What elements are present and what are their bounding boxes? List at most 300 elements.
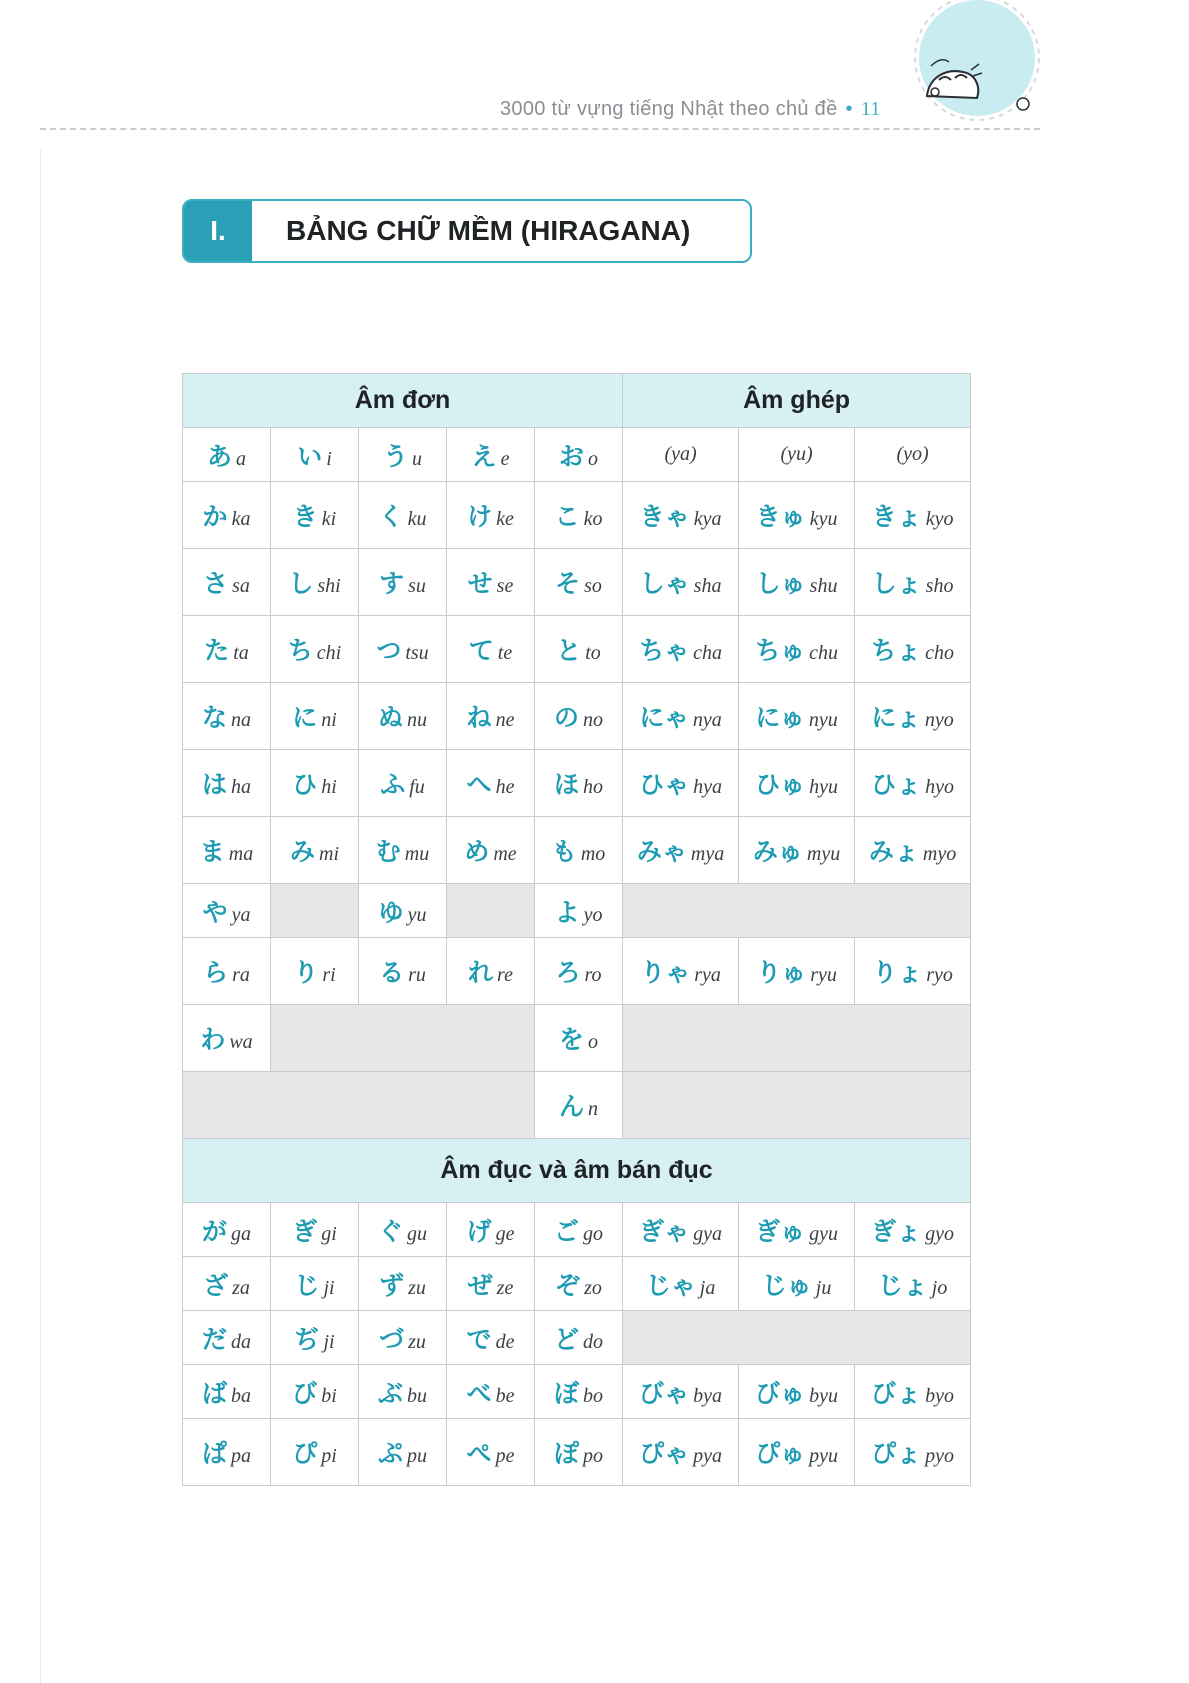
kana-cell xyxy=(855,1203,971,1257)
kana-char: の xyxy=(554,703,580,732)
kana-char: じょ xyxy=(877,1270,928,1300)
romaji: nyo xyxy=(924,709,954,731)
romaji: ta xyxy=(233,642,249,664)
table-row xyxy=(183,884,971,938)
kana-char: ら xyxy=(203,958,229,987)
romaji: bi xyxy=(321,1384,337,1407)
romaji: ki xyxy=(321,508,337,530)
kana-cell xyxy=(183,549,271,616)
romaji: ha xyxy=(231,776,251,798)
romaji: he xyxy=(495,776,515,798)
kana-char: び xyxy=(292,1378,318,1408)
kana-char: い xyxy=(297,441,323,471)
kana-cell xyxy=(359,938,447,1005)
kana-cell xyxy=(271,750,359,817)
table-row xyxy=(183,1072,971,1139)
romaji: nya xyxy=(692,709,722,731)
kana-char: みゃ xyxy=(636,837,687,866)
romaji: ge xyxy=(495,1222,515,1245)
kana-char: む xyxy=(375,837,401,866)
romaji: u xyxy=(412,447,422,470)
page-number: 11 xyxy=(860,98,881,120)
romaji: bo xyxy=(583,1384,604,1407)
kana-cell xyxy=(623,549,739,616)
kana-cell xyxy=(447,683,535,750)
kana-cell xyxy=(447,1257,535,1311)
romaji: ro xyxy=(584,964,602,986)
table-row xyxy=(183,616,971,683)
table-row xyxy=(183,1419,971,1486)
kana-char: ち xyxy=(287,636,313,665)
kana-char: る xyxy=(379,958,405,987)
kana-cell xyxy=(359,1203,447,1257)
kana-cell xyxy=(623,616,739,683)
romaji: ru xyxy=(408,964,426,986)
table-row xyxy=(183,1203,971,1257)
kana-cell xyxy=(855,683,971,750)
kana-cell xyxy=(535,884,623,938)
mascot-illustration xyxy=(905,0,1045,130)
romaji: chi xyxy=(316,642,342,664)
table-row xyxy=(183,817,971,884)
kana-char: にょ xyxy=(871,703,921,732)
kana-cell xyxy=(271,1257,359,1311)
empty-cell xyxy=(271,884,359,938)
kana-cell xyxy=(447,1419,535,1486)
romaji: so xyxy=(584,575,602,597)
romaji: zu xyxy=(408,1330,426,1353)
kana-char: や xyxy=(202,897,228,927)
kana-cell xyxy=(447,549,535,616)
romaji: ke xyxy=(496,508,514,530)
kana-cell xyxy=(623,482,739,549)
romaji: hya xyxy=(693,776,723,798)
kana-char: ぷ xyxy=(377,1439,403,1468)
romaji: hyu xyxy=(809,776,839,798)
vowel-label: (yo) xyxy=(896,443,929,465)
romaji: yu xyxy=(407,903,427,926)
kana-cell xyxy=(271,428,359,482)
romaji: byu xyxy=(809,1384,839,1407)
table-row xyxy=(183,938,971,1005)
romaji: ku xyxy=(407,508,427,530)
kana-cell xyxy=(855,1257,971,1311)
romaji: nu xyxy=(407,709,427,731)
romaji: da xyxy=(231,1330,251,1353)
romaji: po xyxy=(583,1445,604,1467)
kana-cell xyxy=(535,616,623,683)
kana-cell xyxy=(739,482,855,549)
table-row xyxy=(183,549,971,616)
kana-char: ぼ xyxy=(554,1378,580,1408)
kana-cell xyxy=(447,428,535,482)
kana-char: ぴゅ xyxy=(755,1439,806,1468)
header-basic-sounds: Âm đơn xyxy=(183,374,623,428)
kana-char: ろ xyxy=(555,958,581,987)
kana-char: みょ xyxy=(868,837,919,866)
romaji: byo xyxy=(925,1384,955,1407)
kana-char: びょ xyxy=(871,1378,922,1408)
romaji: te xyxy=(497,642,513,664)
kana-char: を xyxy=(559,1025,585,1054)
kana-char: づ xyxy=(379,1324,405,1354)
kana-char: ちょ xyxy=(871,636,922,665)
romaji: ju xyxy=(815,1276,832,1299)
kana-cell xyxy=(739,616,855,683)
empty-cell xyxy=(271,1005,535,1072)
kana-char: ん xyxy=(559,1092,585,1121)
kana-char: べ xyxy=(466,1378,492,1408)
kana-char: きょ xyxy=(871,502,922,531)
kana-char: が xyxy=(201,1216,227,1246)
romaji: su xyxy=(408,575,426,597)
kana-cell xyxy=(447,750,535,817)
kana-cell xyxy=(271,482,359,549)
kana-cell xyxy=(447,1203,535,1257)
kana-cell xyxy=(359,549,447,616)
kana-cell xyxy=(359,1365,447,1419)
kana-cell xyxy=(623,1203,739,1257)
book-title: 3000 từ vựng tiếng Nhật theo chủ đề xyxy=(500,98,838,120)
running-header xyxy=(500,98,881,121)
table-row xyxy=(183,1005,971,1072)
kana-char: め xyxy=(464,837,490,866)
vowel-label: (ya) xyxy=(664,443,697,465)
kana-cell xyxy=(535,938,623,1005)
header-combined-sounds: Âm ghép xyxy=(623,374,971,428)
combo-vowel-header xyxy=(739,428,855,482)
kana-cell xyxy=(271,817,359,884)
kana-cell xyxy=(183,750,271,817)
romaji: hi xyxy=(321,776,337,798)
romaji: pya xyxy=(693,1445,723,1467)
romaji: ya xyxy=(231,903,251,926)
kana-cell xyxy=(447,938,535,1005)
kana-char: ど xyxy=(554,1324,580,1354)
kana-char: し xyxy=(288,569,314,598)
kana-char: ちゅ xyxy=(755,636,806,665)
kana-char: お xyxy=(559,441,585,471)
romaji: e xyxy=(500,447,510,470)
kana-cell xyxy=(271,1419,359,1486)
romaji: rya xyxy=(694,964,721,986)
romaji: ka xyxy=(231,508,251,530)
kana-char: りゃ xyxy=(640,958,691,987)
kana-char: く xyxy=(378,502,404,531)
kana-char: きゃ xyxy=(639,502,690,531)
kana-cell xyxy=(183,1257,271,1311)
empty-cell xyxy=(447,884,535,938)
kana-char: ぴ xyxy=(292,1439,318,1468)
kana-cell xyxy=(535,683,623,750)
kana-cell xyxy=(359,683,447,750)
kana-cell xyxy=(739,683,855,750)
kana-char: ぎゅ xyxy=(755,1216,806,1246)
romaji: gya xyxy=(693,1222,723,1245)
table-row xyxy=(183,1365,971,1419)
kana-cell xyxy=(535,1311,623,1365)
kana-char: ぎゃ xyxy=(639,1216,690,1246)
kana-char: ざ xyxy=(203,1270,229,1300)
kana-cell xyxy=(183,938,271,1005)
kana-char: にゅ xyxy=(755,703,805,732)
romaji: zo xyxy=(584,1276,602,1299)
kana-char: ぬ xyxy=(377,703,403,732)
romaji: pi xyxy=(321,1445,337,1467)
kana-cell xyxy=(447,482,535,549)
hiragana-table xyxy=(182,373,971,1486)
romaji: shi xyxy=(317,575,341,597)
kana-cell xyxy=(535,1072,623,1139)
kana-char: じゃ xyxy=(645,1270,696,1300)
kana-cell xyxy=(623,1419,739,1486)
kana-char: じゅ xyxy=(761,1270,812,1300)
kana-cell xyxy=(623,1257,739,1311)
romaji: me xyxy=(493,843,517,865)
romaji: za xyxy=(232,1276,250,1299)
kana-char: ず xyxy=(379,1270,405,1300)
kana-char: ぴゃ xyxy=(639,1439,690,1468)
kana-char: ま xyxy=(199,837,225,866)
kana-cell xyxy=(183,1365,271,1419)
romaji: ra xyxy=(232,964,250,986)
kana-char: しょ xyxy=(871,569,922,598)
empty-cell xyxy=(623,1311,971,1365)
kana-cell xyxy=(739,1203,855,1257)
kana-cell xyxy=(535,1005,623,1072)
header-divider xyxy=(40,128,1040,130)
romaji: do xyxy=(583,1330,604,1353)
romaji: n xyxy=(588,1098,599,1120)
kana-cell xyxy=(359,1311,447,1365)
kana-cell xyxy=(183,1419,271,1486)
kana-char: ゆ xyxy=(378,897,404,927)
romaji: gu xyxy=(407,1222,427,1245)
table-row xyxy=(183,750,971,817)
romaji: ga xyxy=(231,1222,251,1245)
kana-char: そ xyxy=(555,569,581,598)
kana-cell xyxy=(271,1365,359,1419)
romaji: pa xyxy=(231,1445,251,1467)
kana-cell xyxy=(535,1365,623,1419)
kana-cell xyxy=(183,428,271,482)
romaji: bu xyxy=(407,1384,427,1407)
kana-cell xyxy=(183,1311,271,1365)
kana-cell xyxy=(271,1203,359,1257)
romaji: mi xyxy=(319,843,339,865)
kana-char: ぜ xyxy=(467,1270,493,1300)
section-heading xyxy=(182,199,752,263)
kana-char: き xyxy=(292,502,318,531)
kana-char: ふ xyxy=(380,770,406,799)
romaji: mya xyxy=(690,843,725,865)
romaji: sa xyxy=(232,575,250,597)
romaji: fu xyxy=(409,776,425,798)
romaji: bya xyxy=(693,1384,723,1407)
kana-cell xyxy=(855,482,971,549)
kana-char: と xyxy=(556,636,582,665)
kana-char: りょ xyxy=(872,958,923,987)
romaji: ryu xyxy=(810,964,837,986)
kana-cell xyxy=(183,683,271,750)
empty-cell xyxy=(623,1072,971,1139)
kana-cell xyxy=(855,549,971,616)
romaji: pu xyxy=(407,1445,427,1467)
kana-char: ぢ xyxy=(294,1324,320,1354)
kana-cell xyxy=(535,750,623,817)
kana-char: きゅ xyxy=(755,502,806,531)
romaji: be xyxy=(495,1384,515,1407)
kana-char: に xyxy=(292,703,318,732)
table-row xyxy=(183,482,971,549)
kana-char: びゅ xyxy=(755,1378,806,1408)
romaji: se xyxy=(496,575,514,597)
kana-cell xyxy=(447,1311,535,1365)
kana-char: げ xyxy=(466,1216,492,1246)
romaji: no xyxy=(583,709,604,731)
kana-cell xyxy=(359,1419,447,1486)
kana-char: あ xyxy=(206,441,232,471)
kana-cell xyxy=(739,817,855,884)
kana-char: さ xyxy=(203,569,229,598)
header-separator: • xyxy=(845,98,853,120)
kana-char: ぎ xyxy=(292,1216,318,1246)
kana-char: ば xyxy=(201,1378,227,1408)
combo-vowel-header xyxy=(623,428,739,482)
kana-char: て xyxy=(468,636,494,665)
kana-cell xyxy=(855,750,971,817)
romaji: to xyxy=(585,642,601,664)
romaji: de xyxy=(495,1330,515,1353)
romaji: kya xyxy=(693,508,722,530)
kana-char: ぎょ xyxy=(871,1216,922,1246)
kana-cell xyxy=(183,482,271,549)
romaji: cha xyxy=(693,642,723,664)
romaji: hyo xyxy=(925,776,955,798)
romaji: ja xyxy=(699,1276,716,1299)
romaji: pyu xyxy=(809,1445,839,1467)
romaji: wa xyxy=(229,1031,253,1053)
kana-cell xyxy=(855,1365,971,1419)
kana-cell xyxy=(739,750,855,817)
romaji: o xyxy=(588,447,599,470)
romaji: cho xyxy=(925,642,955,664)
empty-cell xyxy=(183,1072,535,1139)
kana-cell xyxy=(359,1257,447,1311)
kana-cell xyxy=(359,482,447,549)
kana-cell xyxy=(623,750,739,817)
kana-cell xyxy=(623,1365,739,1419)
kana-char: よ xyxy=(554,897,580,927)
section-title: BẢNG CHỮ MỀM (HIRAGANA) xyxy=(286,215,691,246)
romaji: nyu xyxy=(808,709,838,731)
kana-cell xyxy=(535,482,623,549)
romaji: pe xyxy=(495,1445,515,1467)
kana-cell xyxy=(271,549,359,616)
romaji: o xyxy=(588,1031,599,1053)
romaji: ne xyxy=(495,709,515,731)
kana-cell xyxy=(535,1203,623,1257)
table-row xyxy=(183,683,971,750)
romaji: gi xyxy=(321,1222,337,1245)
kana-char: ぞ xyxy=(555,1270,581,1300)
kana-cell xyxy=(623,683,739,750)
romaji: go xyxy=(583,1222,604,1245)
kana-cell xyxy=(739,1365,855,1419)
romaji: na xyxy=(231,709,251,731)
kana-cell xyxy=(271,1311,359,1365)
kana-char: ひょ xyxy=(871,770,922,799)
kana-char: ひゃ xyxy=(639,770,690,799)
kana-char: ひゅ xyxy=(755,770,806,799)
romaji: gyo xyxy=(925,1222,955,1245)
kana-char: な xyxy=(201,703,227,732)
kana-cell xyxy=(535,549,623,616)
kana-char: れ xyxy=(468,958,494,987)
kana-char: ご xyxy=(554,1216,580,1246)
kana-cell xyxy=(359,750,447,817)
kana-char: みゅ xyxy=(752,837,803,866)
romaji: tsu xyxy=(405,642,429,664)
romaji: ji xyxy=(323,1330,335,1353)
kana-char: ぶ xyxy=(377,1378,403,1408)
kana-char: み xyxy=(289,837,315,866)
kana-cell xyxy=(271,938,359,1005)
kana-cell xyxy=(855,616,971,683)
kana-char: びゃ xyxy=(639,1378,690,1408)
kana-cell xyxy=(739,938,855,1005)
kana-cell xyxy=(183,817,271,884)
romaji: jo xyxy=(931,1276,948,1299)
kana-cell xyxy=(271,616,359,683)
kana-cell xyxy=(447,616,535,683)
romaji: ho xyxy=(583,776,604,798)
kana-cell xyxy=(447,817,535,884)
kana-cell xyxy=(359,817,447,884)
combo-vowel-header xyxy=(855,428,971,482)
romaji: pyo xyxy=(925,1445,955,1467)
kana-cell xyxy=(623,938,739,1005)
kana-char: せ xyxy=(467,569,493,598)
kana-cell xyxy=(535,817,623,884)
romaji: i xyxy=(326,447,332,470)
kana-cell xyxy=(855,1419,971,1486)
romaji: a xyxy=(236,447,246,470)
table-row xyxy=(183,1311,971,1365)
romaji: mo xyxy=(580,843,606,865)
kana-cell xyxy=(739,549,855,616)
kana-cell xyxy=(739,1419,855,1486)
kana-char: ほ xyxy=(554,770,580,799)
kana-cell xyxy=(535,428,623,482)
basic-rows xyxy=(183,482,971,1139)
romaji: yo xyxy=(583,903,603,926)
kana-char: え xyxy=(471,441,497,471)
kana-cell xyxy=(183,616,271,683)
romaji: kyo xyxy=(925,508,954,530)
kana-char: つ xyxy=(376,636,402,665)
kana-char: ぱ xyxy=(201,1439,227,1468)
kana-char: た xyxy=(204,636,230,665)
kana-char: ひ xyxy=(292,770,318,799)
kana-cell xyxy=(359,884,447,938)
romaji: chu xyxy=(809,642,839,664)
kana-char: け xyxy=(467,502,493,531)
romaji: shu xyxy=(809,575,838,597)
kana-char: じ xyxy=(294,1270,320,1300)
empty-cell xyxy=(623,1005,971,1072)
kana-char: わ xyxy=(200,1025,226,1054)
